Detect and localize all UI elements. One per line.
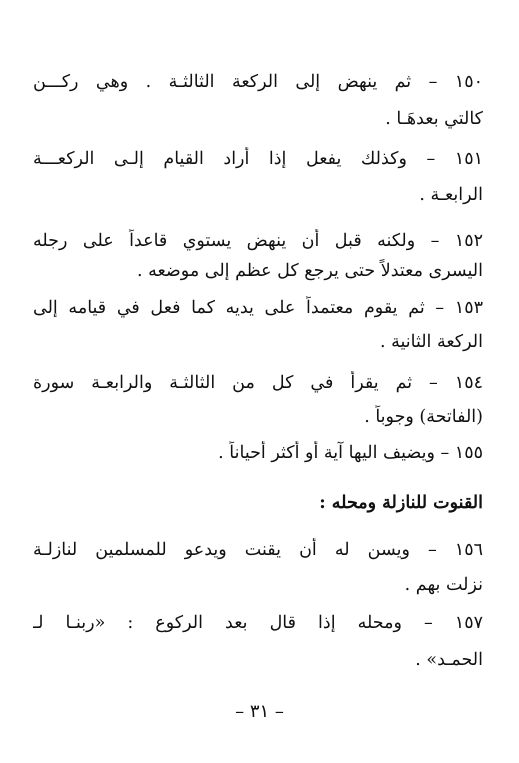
paragraph-150-line-2: كالتي بعدهَـا .	[385, 109, 483, 129]
paragraph-153-line-2: الركعة الثانية .	[379, 332, 483, 352]
paragraph-154-line-2: (الفاتحة) وجوباً .	[364, 407, 483, 427]
paragraph-154-line-1: ١٥٤ – ثم يقرأ في كل من الثالثـة والرابعـة سورة	[33, 373, 483, 393]
paragraph-150-line-1: ١٥٠ – ثم ينهض إلى الركعة الثالثـة . وهي ركـــن	[33, 72, 483, 92]
paragraph-157-line-1: ١٥٧ – ومحله إذا قال بعد الركوع : «ربنـا لـ	[33, 613, 483, 633]
paragraph-156-line-2: نزلت بهم .	[404, 575, 483, 595]
paragraph-152-line-1: ١٥٢ – ولكنه قبل أن ينهض يستوي قاعداً على رجله	[33, 231, 483, 251]
paragraph-152-line-2: اليسرى معتدلاً حتى يرجع كل عظم إلى موضعه .	[136, 261, 483, 281]
paragraph-157-line-2: الحمـد» .	[415, 650, 483, 670]
paragraph-156-line-1: ١٥٦ – ويسن له أن يقنت ويدعو للمسلمين لنازلـة	[33, 540, 483, 560]
paragraph-151-line-2: الرابعـة .	[419, 185, 483, 205]
paragraph-155-line-1: ١٥٥ – ويضيف اليها آية أو أكثر أحياناً .	[218, 443, 483, 463]
section-heading: القنوت للنازلة ومحله :	[319, 493, 483, 513]
paragraph-151-line-1: ١٥١ – وكذلك يفعل إذا أراد القيام إلـى الركعـــة	[33, 149, 483, 169]
page-number: – ٣١ –	[235, 701, 284, 722]
paragraph-153-line-1: ١٥٣ – ثم يقوم معتمداً على يديه كما فعل في قيامه إلى	[33, 298, 483, 318]
